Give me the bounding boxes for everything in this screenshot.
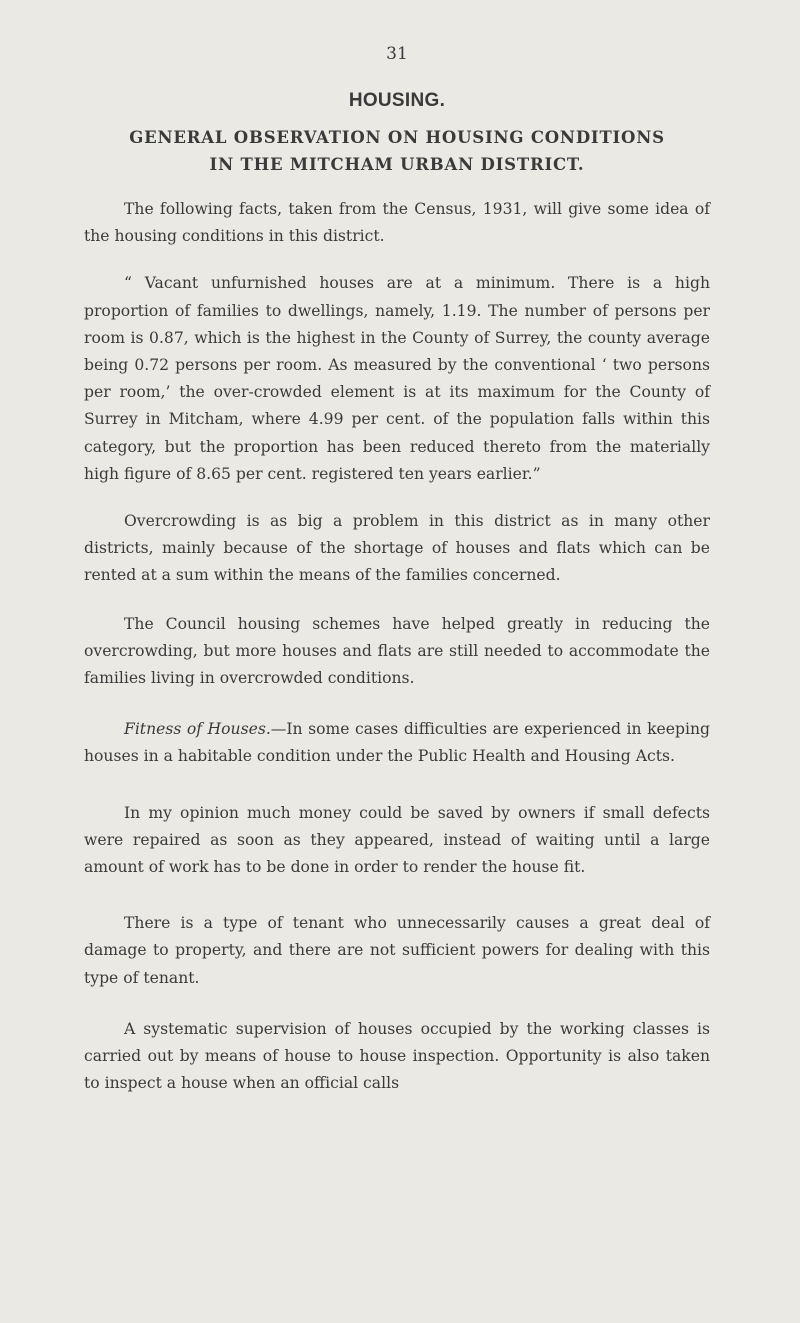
section-heading: HOUSING. [348,90,446,111]
paragraph-council-schemes: The Council housing schemes have helped greatly in reducing the overcrowding, but more houses and flats are still needed to accommodate the families living in overcrowded conditions. [84,614,710,688]
document-page [84,40,710,1097]
paragraph-fitness-of-houses [84,716,710,770]
fitness-of-houses-lead: Fitness of Houses. [124,720,271,739]
paragraph-tenant-damage: There is a type of tenant who unnecessarily causes a great deal of damage to property, and there are not sufficient powers for dealing with this type of tenant. [84,914,710,987]
subheading-line-1: GENERAL OBSERVATION ON HOUSING CONDITIONS [129,128,665,147]
fitness-of-houses-body: —In some cases difficulties are experienced in keeping houses in a habitable condition under the Public Health and Housing Acts. [84,720,710,766]
paragraph-overcrowding: Overcrowding is as big a problem in this district as in many other districts, mainly because of the shortage of houses and flats which can be rented at a sum within the means of the families concerned. [84,512,710,585]
paragraph-owners-repairs: In my opinion much money could be saved by owners if small defects were repaired as soon as they appeared, instead of waiting until a large amount of work has to be done in order to render the house fit. [84,803,710,877]
page-number: 31 [386,44,408,64]
paragraph-systematic-supervision: A systematic supervision of houses occupied by the working classes is carried out by means of house to house inspection. Opportunity is also taken to inspect a house when an official calls [84,1019,710,1093]
paragraph-census-intro: The following facts, taken from the Census, 1931, will give some idea of the housing conditions in this district. [84,200,710,246]
paragraph-census-quote: “ Vacant unfurnished houses are at a minimum. There is a high proportion of families to dwellings, namely, 1.19. The number of persons per room is 0.87, which is the highest in the County of Surrey, the county average being 0.72 persons per room. As measured by the conventional ‘ two persons per room,’ the over-crowded element is at its maximum for the County of Surrey in Mitcham, where 4.99 per cent. of the population falls within this category, but the proportion has been reduced thereto from the materially high figure of 8.65 per cent. registered ten years earlier.” [84,274,710,483]
subheading-line-2: IN THE MITCHAM URBAN DISTRICT. [209,155,585,174]
section-subheading [84,124,710,178]
